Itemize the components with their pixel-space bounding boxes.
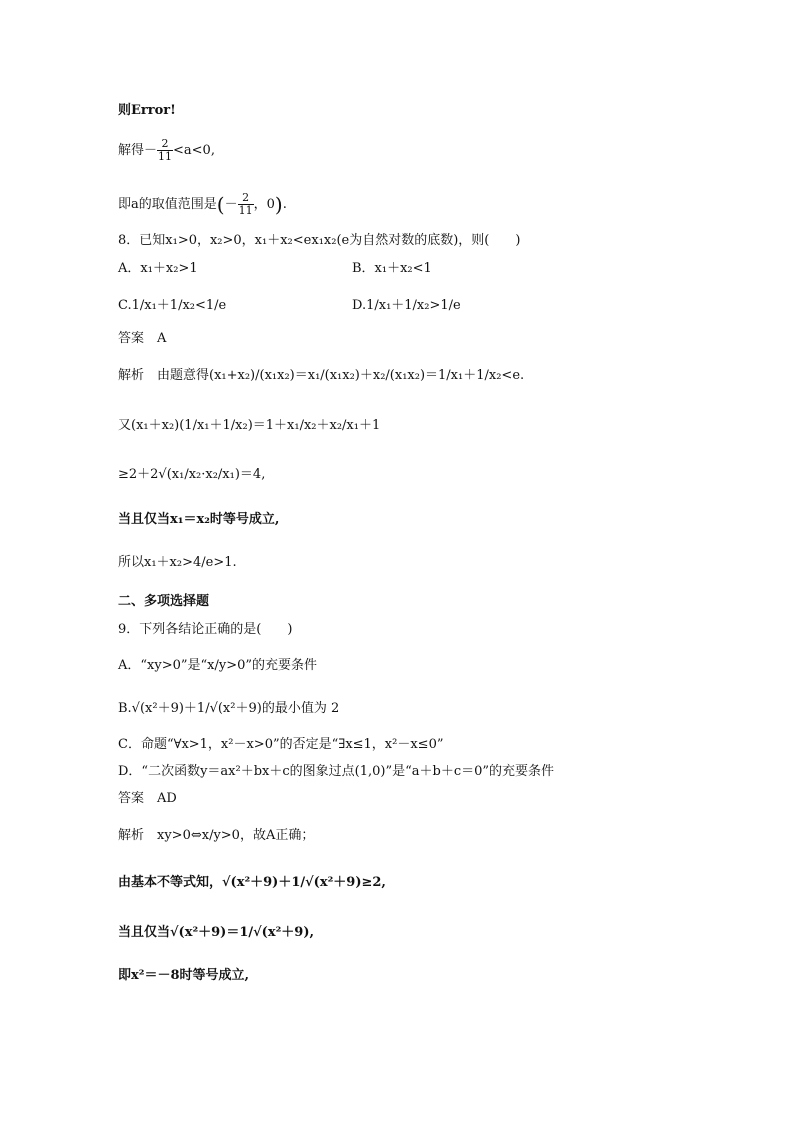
question-9: 9．下列各结论正确的是( ): [118, 622, 293, 637]
explanation-9-line3: 当且仅当√(x²＋9)＝1/√(x²＋9),: [118, 925, 314, 940]
numerator: 2: [238, 192, 254, 205]
paren-open: (: [216, 192, 225, 217]
explanation-8-line4: 当且仅当x₁＝x₂时等号成立,: [118, 512, 280, 527]
q8-option-b: B．x₁＋x₂<1: [352, 261, 432, 276]
answer-9: 答案 AD: [118, 791, 177, 806]
answer-8: 答案 A: [118, 331, 167, 346]
explanation-9-line4: 即x²＝－8时等号成立,: [118, 968, 250, 983]
q8-option-c: C.1/x₁＋1/x₂<1/e: [118, 298, 227, 313]
solve-line: [118, 138, 215, 163]
q9-option-a: A．“xy>0”是“x/y>0”的充要条件: [118, 658, 318, 673]
fraction: [238, 192, 254, 217]
error-line: 则Error!: [118, 103, 176, 118]
range-prefix: 即a的取值范围是: [118, 197, 217, 212]
explanation-8-line1: 解析 由题意得(x₁+x₂)/(x₁x₂)＝x₁/(x₁x₂)＋x₂/(x₁x₂)＝1/x₁＋1/x₂<e.: [118, 368, 525, 383]
denominator: 11: [158, 150, 173, 163]
explanation-9-line1: 解析 xy>0⇔x/y>0，故A正确；: [118, 828, 315, 843]
explanation-9-line2: 由基本不等式知，√(x²＋9)＋1/√(x²＋9)≥2,: [118, 875, 386, 890]
explanation-8-line5: 所以x₁＋x₂>4/e>1.: [118, 555, 237, 570]
q9-option-c: C．命题“∀x>1，x²－x>0”的否定是“∃x≤1，x²－x≤0”: [118, 737, 444, 752]
q9-option-d: D．“二次函数y＝ax²＋bx＋c的图象过点(1,0)”是“a＋b＋c＝0”的充要条件: [118, 764, 555, 779]
section-heading: 二、多项选择题: [118, 594, 210, 609]
numerator: 2: [157, 138, 173, 151]
q9-option-b: B.√(x²＋9)＋1/√(x²＋9)的最小值为 2: [118, 701, 340, 716]
question-8: 8．已知x₁>0，x₂>0，x₁＋x₂<ex₁x₂(e为自然对数的底数)，则( ): [118, 233, 521, 248]
q8-option-d: D.1/x₁＋1/x₂>1/e: [352, 298, 461, 313]
paren-close: ): [274, 192, 283, 217]
explanation-8-line3: ≥2＋2√(x₁/x₂·x₂/x₁)＝4,: [118, 467, 266, 482]
q8-option-a: A．x₁＋x₂>1: [118, 261, 198, 276]
fraction: [157, 138, 173, 163]
solve-suffix: <a<0,: [173, 143, 215, 158]
denominator: 11: [238, 204, 253, 217]
range-suffix: ，0: [253, 197, 275, 212]
explanation-8-line2: 又(x₁＋x₂)(1/x₁＋1/x₂)＝1＋x₁/x₂＋x₂/x₁＋1: [118, 418, 381, 433]
solve-prefix: 解得－: [118, 143, 158, 158]
range-line: 即a的取值范围是(－ $\frac{2}{11}$ ，0).: [118, 191, 287, 217]
